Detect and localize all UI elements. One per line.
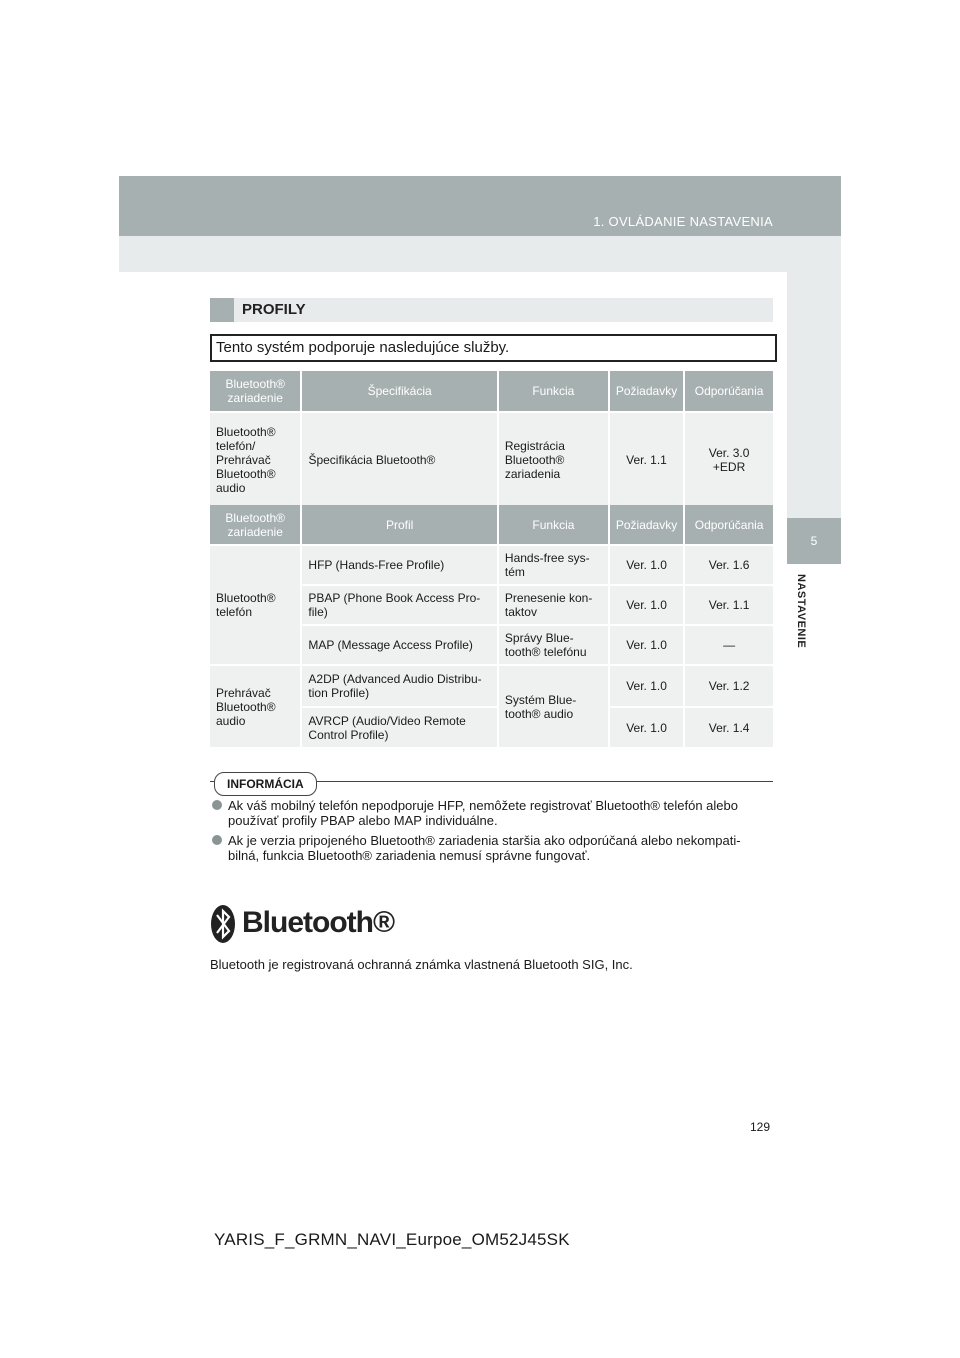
info-bullet-text: Ak váš mobilný telefón nepodporuje HFP, nemôžete registrovať Bluetooth® telefón alebo používať profily PBAP alebo MAP individuálne.: [228, 798, 738, 828]
cell-rec: Ver. 3.0 +EDR: [684, 412, 773, 506]
spec-table: [210, 371, 773, 506]
cell-req: Ver. 1.1: [609, 412, 684, 506]
cell-profile: A2DP (Advanced Audio Distribu- tion Profile): [301, 665, 498, 707]
section-heading: [210, 298, 773, 322]
bluetooth-logo: [210, 904, 395, 944]
chapter-title: 1. OVLÁDANIE NASTAVENIA: [593, 214, 773, 229]
header-bar: [119, 176, 841, 236]
cell-device: Bluetooth® telefón/ Prehrávač Bluetooth® audio: [210, 412, 301, 506]
cell-rec: Ver. 1.6: [684, 545, 773, 585]
info-badge: INFORMÁCIA: [214, 772, 317, 796]
cell-function: Hands-free sys- tém: [498, 545, 609, 585]
cell-rec: Ver. 1.1: [684, 585, 773, 625]
col-req: Požiadavky: [609, 505, 684, 545]
col-profile: Profil: [301, 505, 498, 545]
cell-profile: PBAP (Phone Book Access Pro- file): [301, 585, 498, 625]
col-function: Funkcia: [498, 371, 609, 412]
info-bullet: [212, 833, 772, 863]
bluetooth-wordmark: Bluetooth®: [242, 906, 395, 939]
header-subbar: [119, 236, 841, 272]
cell-req: Ver. 1.0: [609, 545, 684, 585]
cell-req: Ver. 1.0: [609, 625, 684, 665]
cell-function: Prenesenie kon- taktov: [498, 585, 609, 625]
cell-audio-device: Prehrávač Bluetooth® audio: [210, 665, 301, 747]
cell-profile: HFP (Hands-Free Profile): [301, 545, 498, 585]
trademark-note: Bluetooth je registrovaná ochranná známka vlastnená Bluetooth SIG, Inc.: [210, 957, 633, 972]
side-tab-number: 5: [787, 518, 841, 564]
col-spec: Špecifikácia: [301, 371, 497, 412]
cell-function: Správy Blue- tooth® telefónu: [498, 625, 609, 665]
cell-profile: MAP (Message Access Profile): [301, 625, 498, 665]
side-tab-label: NASTAVENIE: [795, 574, 807, 649]
info-bullet: [212, 798, 772, 828]
col-rec: Odporúčania: [684, 371, 773, 412]
table-row: [210, 665, 773, 707]
cell-req: Ver. 1.0: [609, 665, 684, 707]
cell-function: Registrácia Bluetooth® zariadenia: [498, 412, 609, 506]
table-row: [210, 545, 773, 585]
cell-rec: —: [684, 625, 773, 665]
cell-req: Ver. 1.0: [609, 585, 684, 625]
col-req: Požiadavky: [609, 371, 684, 412]
bullet-icon: [212, 835, 222, 845]
cell-phone-device: Bluetooth® telefón: [210, 545, 301, 665]
cell-req: Ver. 1.0: [609, 707, 684, 747]
col-device: Bluetooth® zariadenie: [210, 505, 301, 545]
section-title: PROFILY: [242, 301, 306, 318]
info-bullet-text: Ak je verzia pripojeného Bluetooth® zariadenia staršia ako odporúčaná alebo nekompati- bilná, funkcia Bluetooth® zariadenia nemusí správne fungovať.: [228, 833, 741, 863]
cell-rec: Ver. 1.2: [684, 665, 773, 707]
table-header-row: [210, 371, 773, 412]
profile-table: [210, 505, 773, 747]
table-header-row: [210, 505, 773, 545]
col-function: Funkcia: [498, 505, 609, 545]
table-row: [210, 412, 773, 506]
cell-profile: AVRCP (Audio/Video Remote Control Profile): [301, 707, 498, 747]
side-tab-upper: [787, 272, 841, 518]
cell-audio-function: Systém Blue- tooth® audio: [498, 665, 609, 747]
col-rec: Odporúčania: [684, 505, 773, 545]
section-intro: Tento systém podporuje nasledujúce služby.: [210, 334, 777, 362]
page-number: 129: [750, 1120, 771, 1134]
document-code: YARIS_F_GRMN_NAVI_Eurpoe_OM52J45SK: [214, 1230, 570, 1249]
section-marker: [210, 298, 234, 322]
cell-rec: Ver. 1.4: [684, 707, 773, 747]
col-device: Bluetooth® zariadenie: [210, 371, 301, 412]
bullet-icon: [212, 800, 222, 810]
cell-spec: Špecifikácia Bluetooth®: [301, 412, 497, 506]
